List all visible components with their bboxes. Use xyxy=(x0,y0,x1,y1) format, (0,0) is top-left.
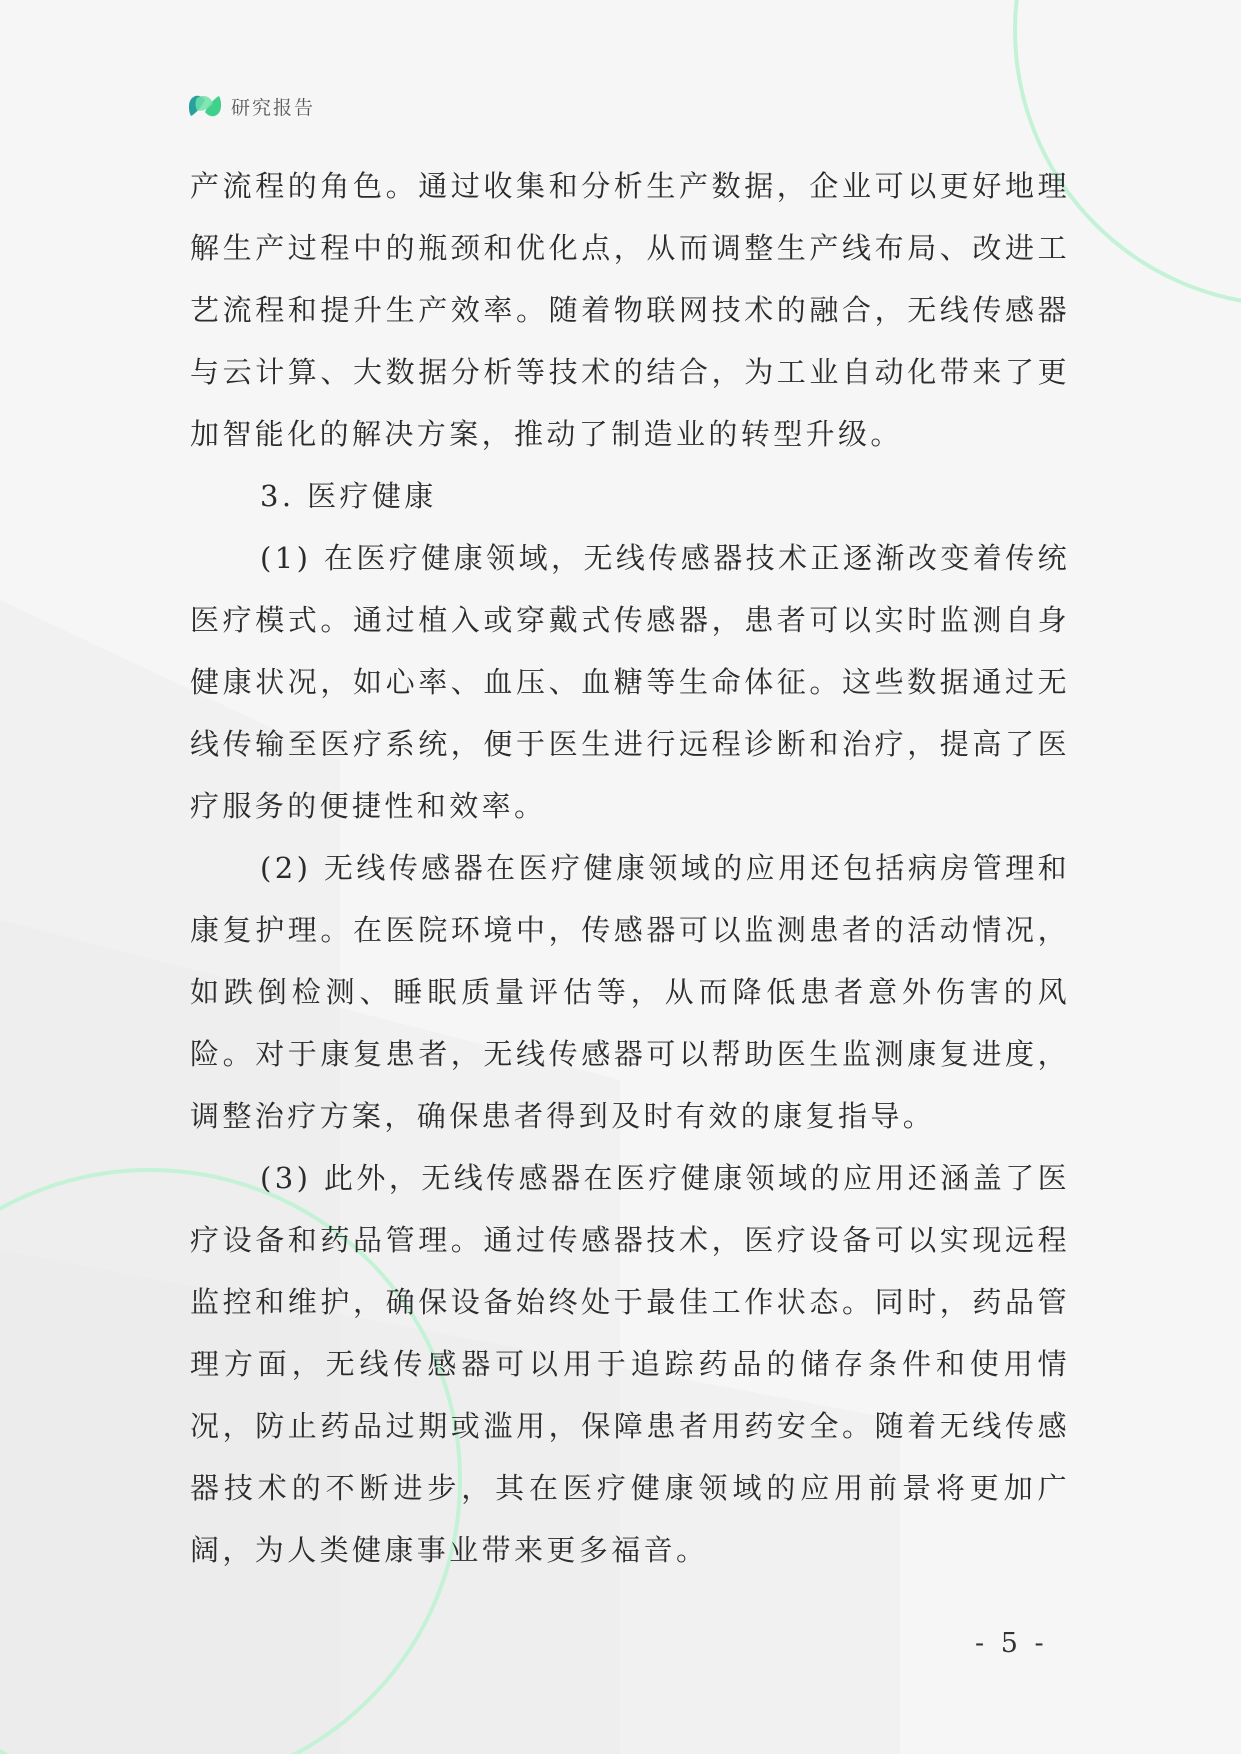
document-body xyxy=(190,155,1070,1581)
paragraph-1: (1) 在医疗健康领域，无线传感器技术正逐渐改变着传统医疗模式。通过植入或穿戴式传感器，患者可以实时监测自身健康状况，如心率、血压、血糖等生命体征。这些数据通过无线传输至医疗系统，便于医生进行远程诊断和治疗，提高了医疗服务的便捷性和效率。 xyxy=(190,541,1070,823)
paragraph-2: (2) 无线传感器在医疗健康领域的应用还包括病房管理和康复护理。在医院环境中，传感器可以监测患者的活动情况，如跌倒检测、睡眠质量评估等，从而降低患者意外伤害的风险。对于康复患者，无线传感器可以帮助医生监测康复进度，调整治疗方案，确保患者得到及时有效的康复指导。 xyxy=(190,851,1070,1133)
leaf-logo-icon xyxy=(187,90,223,122)
paragraph-3: (3) 此外，无线传感器在医疗健康领域的应用还涵盖了医疗设备和药品管理。通过传感器技术，医疗设备可以实现远程监控和维护，确保设备始终处于最佳工作状态。同时，药品管理方面，无线传感器可以用于追踪药品的储存条件和使用情况，防止药品过期或滥用，保障患者用药安全。随着无线传感器技术的不断进步，其在医疗健康领域的应用前景将更加广阔，为人类健康事业带来更多福音。 xyxy=(190,1161,1070,1567)
page-number: - 5 - xyxy=(975,1628,1048,1659)
paragraph-continuation: 产流程的角色。通过收集和分析生产数据，企业可以更好地理解生产过程中的瓶颈和优化点，从而调整生产线布局、改进工艺流程和提升生产效率。随着物联网技术的融合，无线传感器与云计算、大数据分析等技术的结合，为工业自动化带来了更加智能化的解决方案，推动了制造业的转型升级。 xyxy=(190,169,1070,451)
page-header xyxy=(187,90,315,122)
header-title: 研究报告 xyxy=(231,96,316,119)
section-heading: 3. 医疗健康 xyxy=(260,479,437,513)
